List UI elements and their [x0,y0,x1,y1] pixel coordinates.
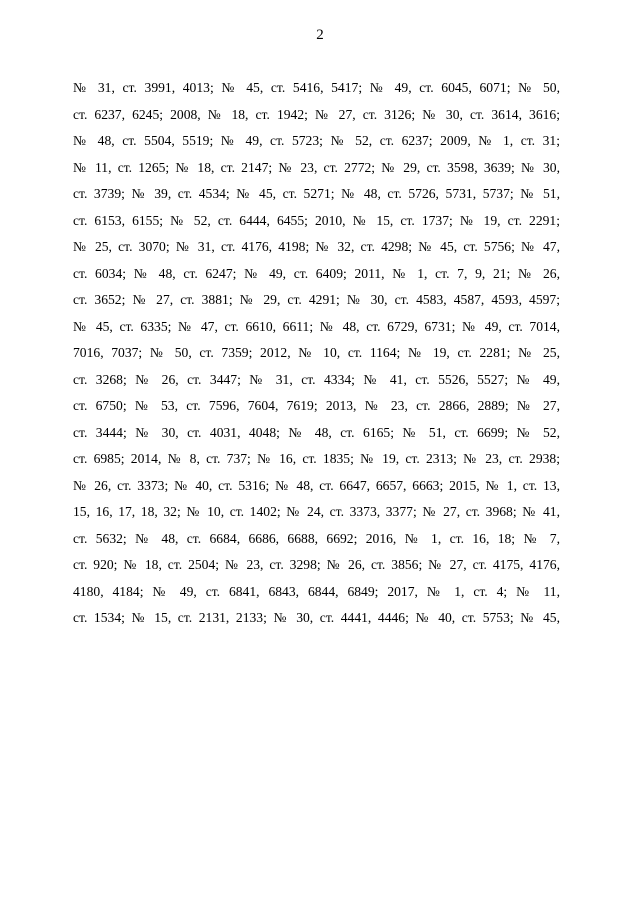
text-line: ст. 5632; № 48, ст. 6684, 6686, 6688, 6692; 2016, № 1, ст. 16, 18; № 7, [73,530,560,546]
text-line: ст. 6034; № 48, ст. 6247; № 49, ст. 6409; 2011, № 1, ст. 7, 9, 21; № 26, [73,265,560,281]
text-line: № 25, ст. 3070; № 31, ст. 4176, 4198; № 32, ст. 4298; № 45, ст. 5756; № 47, [73,239,560,254]
text-line: ст. 6237, 6245; 2008, № 18, ст. 1942; № 27, ст. 3126; № 30, ст. 3614, 3616; [73,106,560,122]
page-number: 2 [316,27,324,43]
text-line: № 26, ст. 3373; № 40, ст. 5316; № 48, ст. 6647, 6657, 6663; 2015, № 1, ст. 13, [73,477,560,493]
body-text [73,75,560,632]
text-line: 4180, 4184; № 49, ст. 6841, 6843, 6844, 6849; 2017, № 1, ст. 4; № 11, [73,583,560,599]
text-line: 7016, 7037; № 50, ст. 7359; 2012, № 10, ст. 1164; № 19, ст. 2281; № 25, [73,345,560,360]
text-line: ст. 3268; № 26, ст. 3447; № 31, ст. 4334; № 41, ст. 5526, 5527; № 49, [73,371,560,387]
text-line: ст. 6985; 2014, № 8, ст. 737; № 16, ст. 1835; № 19, ст. 2313; № 23, ст. 2938; [73,451,560,466]
text-line: ст. 6750; № 53, ст. 7596, 7604, 7619; 2013, № 23, ст. 2866, 2889; № 27, [73,398,560,413]
text-line: ст. 3652; № 27, ст. 3881; № 29, ст. 4291; № 30, ст. 4583, 4587, 4593, 4597; [73,292,560,307]
text-line: № 45, ст. 6335; № 47, ст. 6610, 6611; № 48, ст. 6729, 6731; № 49, ст. 7014, [73,318,560,334]
text-line: ст. 3444; № 30, ст. 4031, 4048; № 48, ст. 6165; № 51, ст. 6699; № 52, [73,424,560,440]
text-line: ст. 920; № 18, ст. 2504; № 23, ст. 3298; № 26, ст. 3856; № 27, ст. 4175, 4176, [73,557,560,572]
text-line: 15, 16, 17, 18, 32; № 10, ст. 1402; № 24, ст. 3373, 3377; № 27, ст. 3968; № 41, [73,504,560,519]
text-line: ст. 3739; № 39, ст. 4534; № 45, ст. 5271; № 48, ст. 5726, 5731, 5737; № 51, [73,186,560,201]
text-line: № 31, ст. 3991, 4013; № 45, ст. 5416, 5417; № 49, ст. 6045, 6071; № 50, [73,80,560,95]
text-line: ст. 6153, 6155; № 52, ст. 6444, 6455; 2010, № 15, ст. 1737; № 19, ст. 2291; [73,212,560,228]
text-line: № 11, ст. 1265; № 18, ст. 2147; № 23, ст. 2772; № 29, ст. 3598, 3639; № 30, [73,159,560,175]
text-line: ст. 1534; № 15, ст. 2131, 2133; № 30, ст. 4441, 4446; № 40, ст. 5753; № 45, [73,610,560,625]
text-line: № 48, ст. 5504, 5519; № 49, ст. 5723; № 52, ст. 6237; 2009, № 1, ст. 31; [73,133,560,148]
